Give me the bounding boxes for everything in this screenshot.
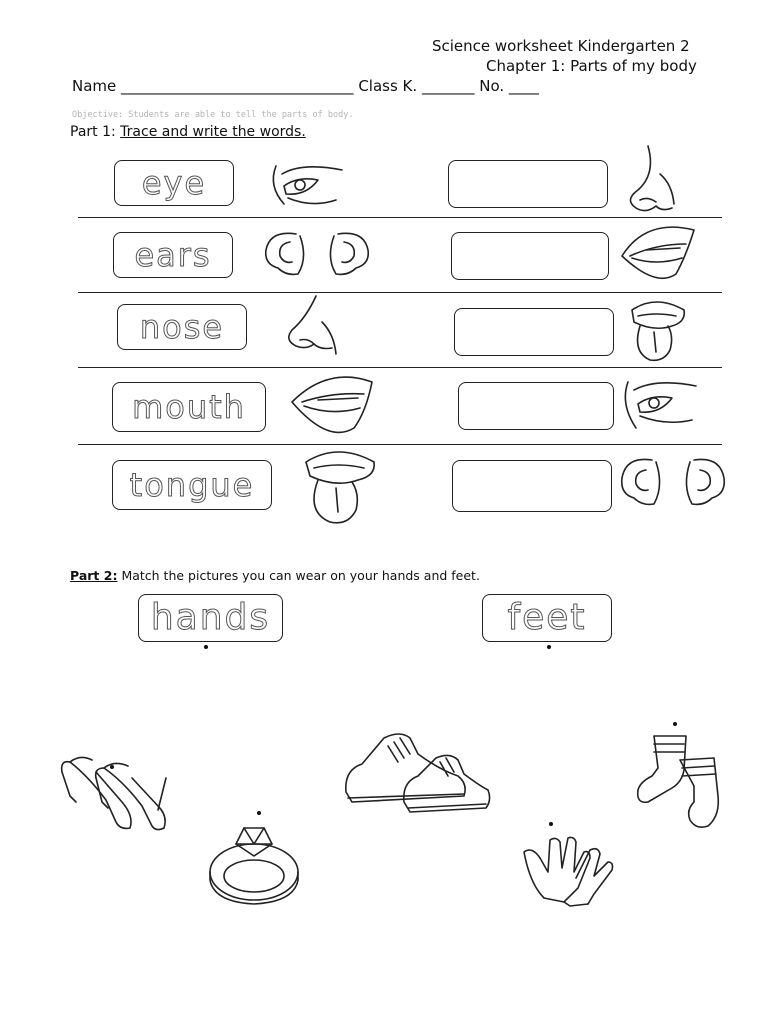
tongue-icon	[300, 446, 380, 526]
trace-word-mouth: mouth	[132, 388, 246, 426]
row-divider	[78, 367, 722, 368]
trace-box-feet[interactable]	[482, 594, 612, 642]
tongue-icon	[624, 296, 690, 366]
part2-label: Part 2:	[70, 568, 118, 583]
mouth-icon	[616, 222, 698, 288]
ring-icon	[204, 820, 304, 906]
trace-word-ears: ears	[134, 236, 212, 274]
trace-box-mouth[interactable]	[112, 382, 266, 432]
eye-icon	[616, 376, 702, 436]
sneakers-icon	[340, 724, 492, 820]
class-blank[interactable]: _______	[421, 77, 475, 95]
trace-box-hands[interactable]	[138, 594, 283, 642]
match-dot-socks[interactable]	[673, 722, 677, 726]
write-box-3[interactable]	[454, 308, 614, 356]
number-label: No.	[479, 77, 505, 95]
write-box-5[interactable]	[452, 460, 612, 512]
trace-word-feet: feet	[507, 597, 587, 638]
match-dot-gloves[interactable]	[549, 822, 553, 826]
name-label: Name	[72, 77, 117, 95]
objective-text: Objective: Students are able to tell the parts of body.	[72, 110, 354, 120]
student-info-line	[72, 77, 539, 95]
part1-instruction: Trace and write the words.	[120, 124, 306, 140]
trace-box-eye[interactable]	[114, 160, 234, 206]
part1-heading	[70, 124, 306, 140]
trace-box-tongue[interactable]	[112, 460, 272, 510]
trace-word-hands: hands	[150, 597, 271, 638]
ears-icon	[618, 456, 728, 510]
chapter-title: Chapter 1: Parts of my body	[486, 57, 697, 75]
write-box-2[interactable]	[451, 232, 609, 280]
match-dot-feet[interactable]	[547, 645, 551, 649]
nose-icon	[616, 144, 686, 216]
row-divider	[78, 217, 722, 218]
eye-icon	[262, 160, 352, 212]
write-box-4[interactable]	[458, 382, 614, 430]
class-label: Class K.	[358, 77, 418, 95]
match-dot-hands[interactable]	[204, 645, 208, 649]
row-divider	[78, 292, 722, 293]
mouth-icon	[288, 372, 378, 442]
high-heels-icon	[56, 748, 172, 834]
number-blank[interactable]: ____	[508, 77, 539, 95]
nose-icon	[282, 294, 346, 366]
name-blank[interactable]: _______________________________	[121, 77, 354, 95]
worksheet-title: Science worksheet Kindergarten 2	[432, 37, 690, 55]
socks-icon	[634, 730, 728, 832]
trace-word-eye: eye	[141, 164, 207, 202]
trace-word-nose: nose	[139, 308, 225, 346]
trace-word-tongue: tongue	[129, 466, 255, 504]
trace-box-nose[interactable]	[117, 304, 247, 350]
gloves-icon	[514, 832, 618, 908]
trace-box-ears[interactable]	[113, 232, 233, 278]
part2-heading	[70, 568, 480, 583]
part2-instruction: Match the pictures you can wear on your hands and feet.	[121, 568, 480, 583]
match-dot-ring[interactable]	[257, 811, 261, 815]
row-divider	[78, 444, 722, 445]
write-box-1[interactable]	[448, 160, 608, 208]
part1-label: Part 1:	[70, 124, 116, 140]
ears-icon	[260, 228, 372, 280]
